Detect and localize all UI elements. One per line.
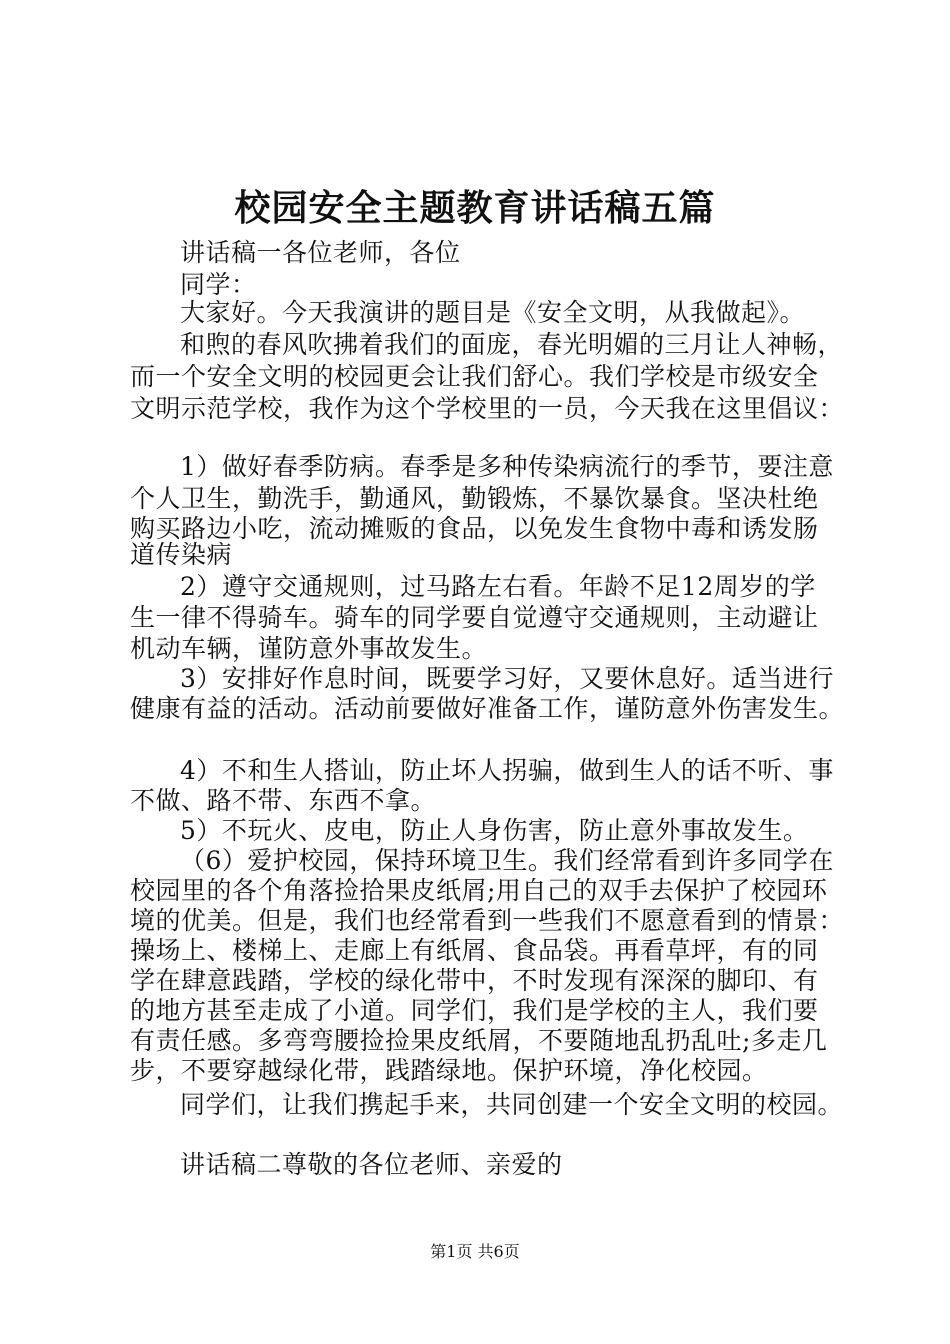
paragraph-line: 学在肆意践踏，学校的绿化带中，不时发现有深深的脚印、有 [130,966,819,995]
paragraph-line: （6）爱护校园，保持环境卫生。我们经常看到许多同学在 [180,846,834,875]
paragraph-line: 生一律不得骑车。骑车的同学要自觉遵守交通规则，主动避让 [130,603,819,632]
paragraph-line: 道传染病 [130,540,233,569]
paragraph-line: 机动车辆，谨防意外事故发生。 [130,634,488,663]
paragraph-line: 而一个安全文明的校园更会让我们舒心。我们学校是市级安全 [130,362,819,391]
paragraph-line: 有责任感。多弯弯腰捡捡果皮纸屑，不要随地乱扔乱吐;多走几 [130,1026,828,1055]
paragraph-line: 讲话稿二尊敬的各位老师、亲爱的 [180,1150,563,1179]
paragraph-line: 5）不玩火、皮电，防止人身伤害，防止意外事故发生。 [180,816,809,845]
paragraph-line: 同学： [180,270,257,299]
paragraph-line: 校园里的各个角落捡拾果皮纸屑;用自己的双手去保护了校园环 [130,876,828,905]
paragraph-line: 讲话稿一各位老师，各位 [180,238,461,267]
paragraph-line: 健康有益的活动。活动前要做好准备工作，谨防意外伤害发生。 [130,694,845,723]
paragraph-line: 境的优美。但是，我们也经常看到一些我们不愿意看到的情景： [130,906,845,935]
paragraph-line: 操场上、楼梯上、走廊上有纸屑、食品袋。再看草坪，有的同 [130,936,819,965]
paragraph-line: 步，不要穿越绿化带，践踏绿地。保护环境，净化校园。 [130,1056,768,1085]
paragraph-line: 2）遵守交通规则，过马路左右看。年龄不足12周岁的学 [180,572,816,601]
document-title: 校园安全主题教育讲话稿五篇 [234,187,716,229]
paragraph-line: 个人卫生，勤洗手，勤通风，勤锻炼，不暴饮暴食。坚决杜绝 [130,484,819,513]
paragraph-line: 3）安排好作息时间，既要学习好，又要休息好。适当进行 [180,664,834,693]
paragraph-line: 同学们，让我们携起手来，共同创建一个安全文明的校园。 [180,1090,844,1119]
paragraph-line: 大家好。今天我演讲的题目是《安全文明，从我做起》。 [180,298,806,327]
paragraph-line: 购买路边小吃，流动摊贩的食品，以免发生食物中毒和诱发肠 [130,514,819,543]
page-number-footer: 第1页 共6页 [430,1242,520,1261]
paragraph-line: 1）做好春季防病。春季是多种传染病流行的季节，要注意 [180,452,834,481]
paragraph-line: 4）不和生人搭讪，防止坏人拐骗，做到生人的话不听、事 [180,756,834,785]
paragraph-line: 文明示范学校，我作为这个学校里的一员，今天我在这里倡议： [130,394,845,423]
paragraph-line: 和煦的春风吹拂着我们的面庞，春光明媚的三月让人神畅， [180,330,844,359]
paragraph-line: 不做、路不带、东西不拿。 [130,786,437,815]
paragraph-line: 的地方甚至走成了小道。同学们，我们是学校的主人，我们要 [130,996,819,1025]
